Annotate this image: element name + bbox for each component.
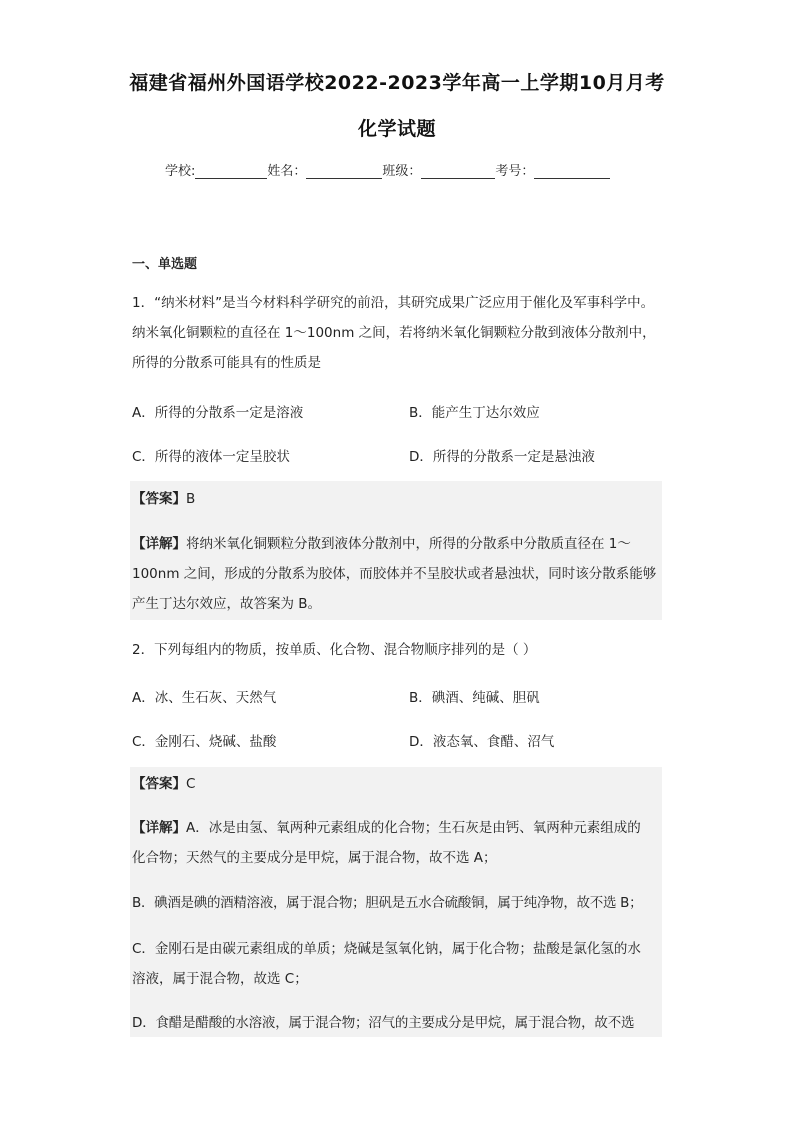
- q1-answer-tag: 【答案】: [132, 491, 186, 507]
- q2-detail-a-line-2: 化合物；天然气的主要成分是甲烷，属于混合物，故不选 A；: [132, 850, 497, 866]
- q2-detail-c-line-2: 溶液，属于混合物，故选 C；: [132, 971, 308, 987]
- q2-answer: [132, 769, 664, 799]
- exam-subject: 化学试题: [357, 118, 436, 140]
- exam-number-label: 考号：: [495, 164, 535, 179]
- q2-option-c[interactable]: C．金刚石、烧碱、盐酸: [132, 734, 277, 750]
- q2-option-b[interactable]: B．碘酒、纯碱、胆矾: [409, 690, 540, 706]
- question-1-line-1: 1．“纳米材料”是当今材料科学研究的前沿，其研究成果广泛应用于催化及军事科学中。: [132, 295, 655, 311]
- q2-detail-a-line-1: A．冰是由氢、氧两种元素组成的化合物；生石灰是由钙、氧两种元素组成的: [186, 820, 641, 836]
- q1-answer-value: B: [186, 491, 196, 507]
- q1-detail-line-1: 将纳米氧化铜颗粒分散到液体分散剂中，所得的分散系中分散质直径在 1～: [186, 536, 631, 552]
- q1-answer: [132, 484, 664, 514]
- name-label: 姓名：: [267, 164, 307, 179]
- exam-number-field[interactable]: [534, 164, 610, 179]
- class-label: 班级：: [382, 164, 422, 179]
- school-field[interactable]: [195, 164, 267, 179]
- q1-detail-tag: 【详解】: [132, 536, 186, 552]
- q1-detail: [132, 529, 664, 619]
- q2-detail-tag: 【详解】: [132, 820, 186, 836]
- question-1-line-3: 所得的分散系可能具有的性质是: [132, 355, 321, 371]
- question-1-stem: [132, 288, 664, 378]
- q2-detail-c-line-1: C．金刚石是由碳元素组成的单质；烧碱是氢氧化钠，属于化合物；盐酸是氯化氢的水: [132, 941, 641, 957]
- q1-option-d[interactable]: D．所得的分散系一定是悬浊液: [409, 449, 595, 465]
- q1-option-c[interactable]: C．所得的液体一定呈胶状: [132, 449, 290, 465]
- q1-detail-line-3: 产生丁达尔效应，故答案为 B。: [132, 596, 322, 612]
- exam-title: 福建省福州外国语学校2022-2023学年高一上学期10月月考: [129, 72, 665, 94]
- q2-answer-value: C: [186, 776, 196, 792]
- q2-option-a[interactable]: A．冰、生石灰、天然气: [132, 690, 277, 706]
- q2-option-d[interactable]: D．液态氧、食醋、沼气: [409, 734, 555, 750]
- question-2-stem: 2．下列每组内的物质，按单质、化合物、混合物顺序排列的是（ ）: [132, 642, 537, 658]
- q2-detail-c: [132, 934, 664, 994]
- section-heading: 一、单选题: [132, 257, 198, 272]
- q1-option-a[interactable]: A．所得的分散系一定是溶液: [132, 405, 304, 421]
- name-field[interactable]: [306, 164, 382, 179]
- school-label: 学校:: [165, 164, 196, 179]
- q2-detail-a: [132, 813, 664, 873]
- student-info-row: [165, 160, 610, 179]
- class-field[interactable]: [421, 164, 495, 179]
- q1-option-b[interactable]: B．能产生丁达尔效应: [409, 405, 540, 421]
- question-1-line-2: 纳米氧化铜颗粒的直径在 1～100nm 之间，若将纳米氧化铜颗粒分散到液体分散剂中，: [132, 325, 656, 341]
- q2-answer-tag: 【答案】: [132, 776, 186, 792]
- q1-detail-line-2: 100nm 之间，形成的分散系为胶体，而胶体并不呈胶状或者悬浊状，同时该分散系能够: [132, 566, 657, 582]
- q2-detail-d: D．食醋是醋酸的水溶液，属于混合物；沼气的主要成分是甲烷，属于混合物，故不选: [132, 1015, 635, 1031]
- q2-detail-b: B．碘酒是碘的酒精溶液，属于混合物；胆矾是五水合硫酸铜，属于纯净物，故不选 B；: [132, 895, 643, 911]
